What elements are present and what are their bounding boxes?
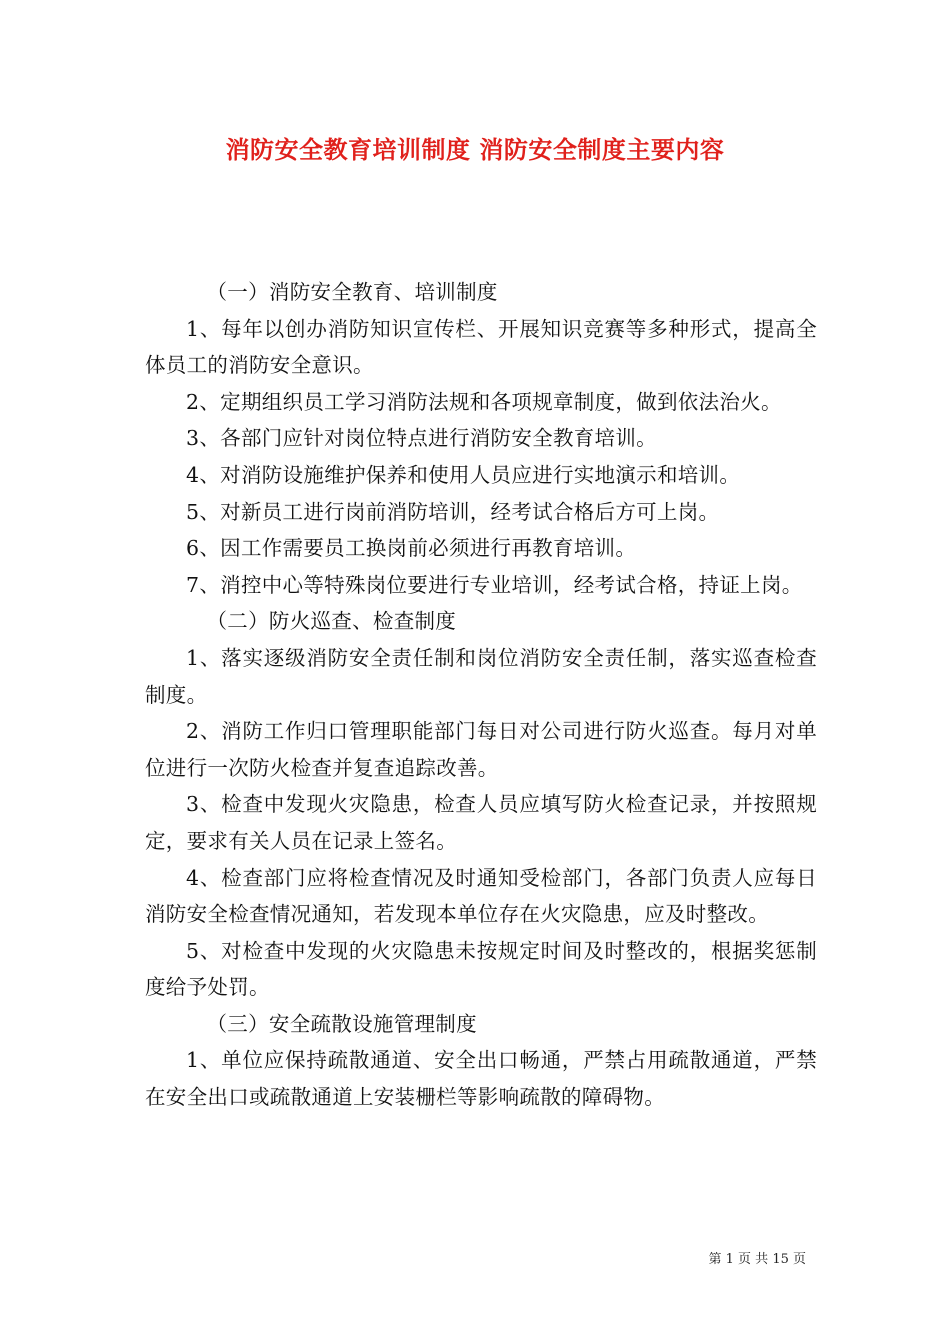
page-number: 第 1 页 共 15 页	[708, 1252, 806, 1267]
section-heading: （一）消防安全教育、培训制度	[206, 280, 498, 304]
paragraph: 5、对新员工进行岗前消防培训，经考试合格后方可上岗。	[186, 499, 720, 524]
paragraph: 6、因工作需要员工换岗前必须进行再教育培训。	[186, 536, 637, 561]
document-body	[145, 274, 817, 1116]
paragraph: 4、检查部门应将检查情况及时通知受检部门，各部门负责人应每日消防安全检查情况通知，若发现本单位存在火灾隐患，应及时整改。	[145, 865, 817, 927]
paragraph: 1、落实逐级消防安全责任制和岗位消防安全责任制，落实巡查检查制度。	[145, 645, 817, 707]
document-title: 消防安全教育培训制度 消防安全制度主要内容	[225, 135, 725, 164]
paragraph: 7、消控中心等特殊岗位要进行专业培训，经考试合格，持证上岗。	[186, 572, 803, 597]
paragraph: 4、对消防设施维护保养和使用人员应进行实地演示和培训。	[186, 462, 741, 487]
paragraph: 5、对检查中发现的火灾隐患未按规定时间及时整改的，根据奖惩制度给予处罚。	[145, 938, 817, 1000]
section-heading: （二）防火巡查、检查制度	[206, 609, 457, 634]
paragraph: 2、定期组织员工学习消防法规和各项规章制度，做到依法治火。	[186, 389, 782, 414]
paragraph: 1、单位应保持疏散通道、安全出口畅通，严禁占用疏散通道，严禁在安全出口或疏散通道上安装栅栏等影响疏散的障碍物。	[145, 1048, 817, 1110]
paragraph: 2、消防工作归口管理职能部门每日对公司进行防火巡查。每月对单位进行一次防火检查并复查追踪改善。	[145, 719, 817, 780]
paragraph: 3、检查中发现火灾隐患，检查人员应填写防火检查记录，并按照规定，要求有关人员在记录上签名。	[145, 792, 817, 853]
paragraph: 3、各部门应针对岗位特点进行消防安全教育培训。	[186, 426, 657, 451]
paragraph: 1、每年以创办消防知识宣传栏、开展知识竞赛等多种形式，提高全体员工的消防安全意识。	[145, 316, 817, 378]
section-heading: （三）安全疏散设施管理制度	[206, 1011, 477, 1036]
